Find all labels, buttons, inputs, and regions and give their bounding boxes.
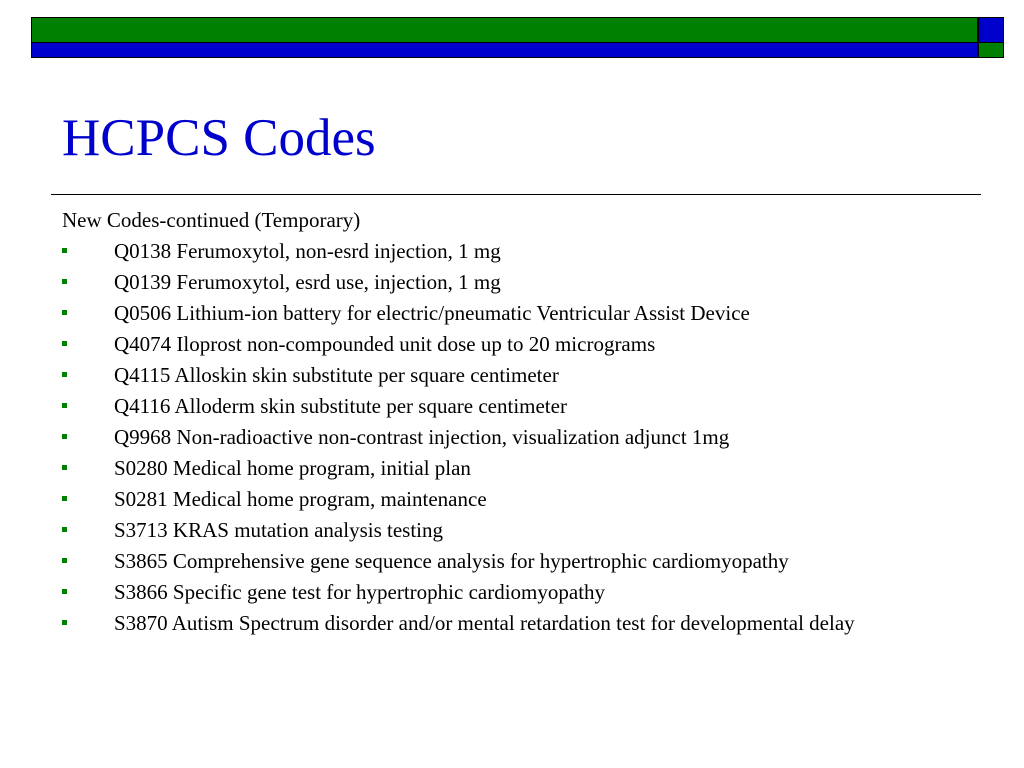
slide-title: HCPCS Codes [62, 109, 376, 167]
subheading: New Codes-continued (Temporary) [62, 208, 361, 232]
list-item-text: Q0138 Ferumoxytol, non-esrd injection, 1 mg [114, 239, 501, 263]
list-item [62, 611, 960, 635]
square-bullet-icon [62, 496, 67, 501]
square-bullet-icon [62, 310, 67, 315]
header-green-square [978, 42, 1004, 58]
square-bullet-icon [62, 279, 67, 284]
list-item [62, 394, 960, 418]
code-list [62, 239, 992, 635]
square-bullet-icon [62, 403, 67, 408]
list-item-text: S0281 Medical home program, maintenance [114, 487, 487, 511]
list-item-text: S3865 Comprehensive gene sequence analysis for hypertrophic cardiomyopathy [114, 549, 789, 573]
list-item-text: Q4116 Alloderm skin substitute per square centimeter [114, 394, 567, 418]
square-bullet-icon [62, 589, 67, 594]
square-bullet-icon [62, 372, 67, 377]
list-item-text: Q4115 Alloskin skin substitute per square centimeter [114, 363, 559, 387]
list-item-text: Q4074 Iloprost non-compounded unit dose up to 20 micrograms [114, 332, 656, 356]
list-item-text: S0280 Medical home program, initial plan [114, 456, 471, 480]
list-item-text: S3713 KRAS mutation analysis testing [114, 518, 444, 542]
square-bullet-icon [62, 527, 67, 532]
title-divider [51, 194, 981, 195]
list-item-text: Q9968 Non-radioactive non-contrast injection, visualization adjunct 1mg [114, 425, 730, 449]
square-bullet-icon [62, 434, 67, 439]
list-item [62, 425, 960, 449]
list-item [62, 456, 960, 480]
list-item-text: S3870 Autism Spectrum disorder and/or mental retardation test for developmental delay [114, 611, 855, 635]
list-item [62, 487, 960, 511]
list-item [62, 239, 960, 263]
header-green-bar [31, 17, 978, 43]
list-item [62, 270, 960, 294]
list-item [62, 363, 960, 387]
list-item [62, 549, 960, 573]
square-bullet-icon [62, 341, 67, 346]
list-item-text: Q0506 Lithium-ion battery for electric/pneumatic Ventricular Assist Device [114, 301, 750, 325]
list-item [62, 580, 960, 604]
square-bullet-icon [62, 558, 67, 563]
square-bullet-icon [62, 465, 67, 470]
slide-body [62, 208, 992, 642]
list-item [62, 301, 960, 325]
header-blue-bar [31, 42, 978, 58]
square-bullet-icon [62, 620, 67, 625]
square-bullet-icon [62, 248, 67, 253]
list-item-text: S3866 Specific gene test for hypertrophic cardiomyopathy [114, 580, 606, 604]
list-item [62, 518, 960, 542]
list-item-text: Q0139 Ferumoxytol, esrd use, injection, 1 mg [114, 270, 501, 294]
header-blue-square [978, 17, 1004, 43]
list-item [62, 332, 960, 356]
